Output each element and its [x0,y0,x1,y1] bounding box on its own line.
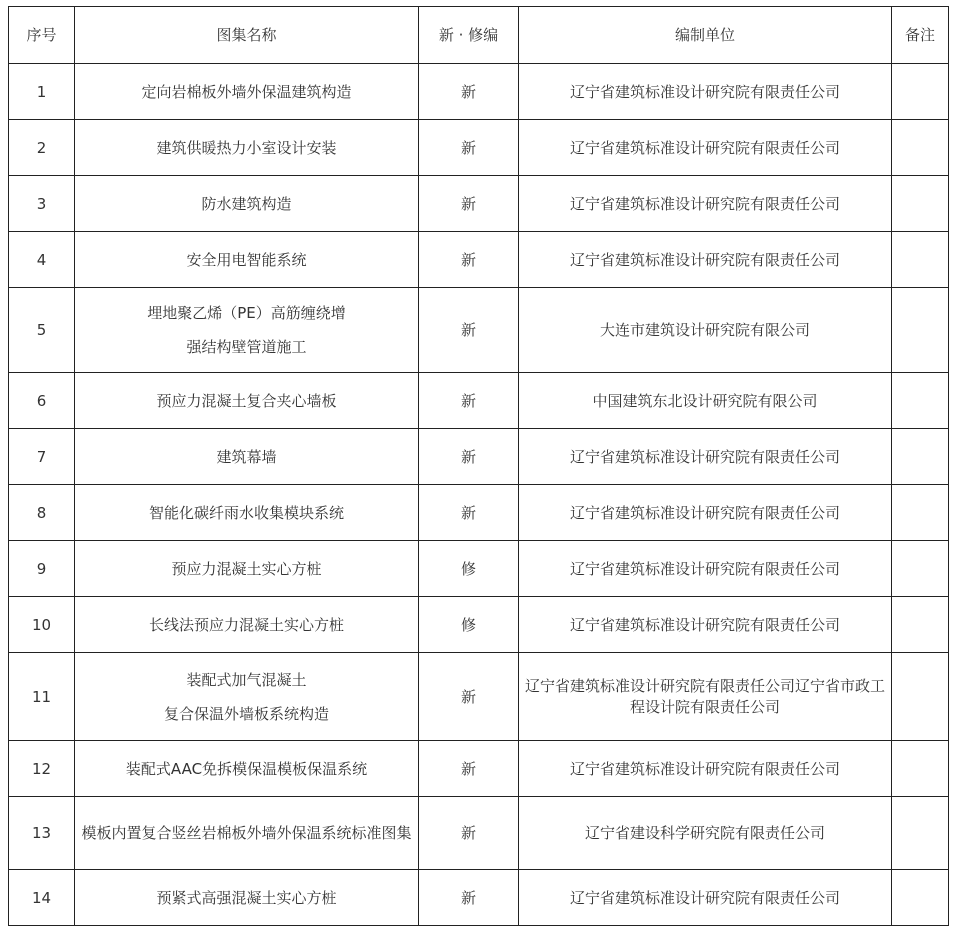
row-unit: 辽宁省建筑标准设计研究院有限责任公司 [519,176,892,232]
row-type: 修 [419,597,519,653]
row-no: 12 [9,741,75,797]
row-name: 建筑幕墙 [75,429,419,485]
row-unit: 辽宁省建筑标准设计研究院有限责任公司 [519,232,892,288]
row-type: 修 [419,541,519,597]
table-row [9,429,949,485]
row-name: 安全用电智能系统 [75,232,419,288]
header-row [9,7,949,64]
row-name: 预紧式高强混凝土实心方桩 [75,870,419,926]
row-name-line-2: 复合保温外墙板系统构造 [163,704,329,723]
row-unit: 中国建筑东北设计研究院有限公司 [519,373,892,429]
row-name: 定向岩棉板外墙外保温建筑构造 [75,64,419,120]
header-name: 图集名称 [75,7,419,64]
row-remark [892,232,949,288]
row-name: 建筑供暖热力小室设计安装 [75,120,419,176]
table-row [9,653,949,741]
row-unit: 辽宁省建筑标准设计研究院有限责任公司辽宁省市政工程设计院有限责任公司 [519,653,892,741]
row-name [75,653,419,741]
table-row [9,64,949,120]
row-remark [892,288,949,373]
row-remark [892,64,949,120]
row-type: 新 [419,485,519,541]
row-type: 新 [419,373,519,429]
row-remark [892,597,949,653]
row-no: 14 [9,870,75,926]
table-row [9,797,949,870]
row-no: 8 [9,485,75,541]
row-no: 13 [9,797,75,870]
table-row [9,288,949,373]
row-no: 3 [9,176,75,232]
row-name-line-2: 强结构壁管道施工 [186,338,307,356]
row-type: 新 [419,64,519,120]
row-name-line-1: 装配式加气混凝土 [186,670,307,689]
row-unit: 辽宁省建筑标准设计研究院有限责任公司 [519,597,892,653]
row-no: 11 [9,653,75,741]
row-unit: 辽宁省建筑标准设计研究院有限责任公司 [519,741,892,797]
header-unit: 编制单位 [519,7,892,64]
row-unit: 辽宁省建筑标准设计研究院有限责任公司 [519,64,892,120]
header-no: 序号 [9,7,75,64]
row-remark [892,541,949,597]
row-name [75,288,419,373]
row-name: 预应力混凝土复合夹心墙板 [75,373,419,429]
row-name: 防水建筑构造 [75,176,419,232]
row-type: 新 [419,741,519,797]
table-row [9,373,949,429]
table-row [9,232,949,288]
row-unit: 辽宁省建筑标准设计研究院有限责任公司 [519,485,892,541]
row-unit: 大连市建筑设计研究院有限公司 [519,288,892,373]
standard-atlas-table [8,6,949,926]
row-name: 预应力混凝土实心方桩 [75,541,419,597]
row-remark [892,373,949,429]
row-remark [892,429,949,485]
row-type: 新 [419,797,519,870]
row-no: 6 [9,373,75,429]
row-remark [892,485,949,541]
row-no: 4 [9,232,75,288]
row-unit: 辽宁省建筑标准设计研究院有限责任公司 [519,541,892,597]
header-type: 新 · 修编 [419,7,519,64]
row-no: 2 [9,120,75,176]
table-row [9,541,949,597]
row-type: 新 [419,870,519,926]
row-name: 长线法预应力混凝土实心方桩 [75,597,419,653]
row-name: 模板内置复合竖丝岩棉板外墙外保温系统标准图集 [75,797,419,870]
row-remark [892,797,949,870]
row-remark [892,870,949,926]
row-remark [892,741,949,797]
row-name-line-1: 埋地聚乙烯（PE）高筋缠绕增 [147,304,346,322]
row-type: 新 [419,429,519,485]
row-remark [892,176,949,232]
row-unit: 辽宁省建筑标准设计研究院有限责任公司 [519,429,892,485]
row-unit: 辽宁省建筑标准设计研究院有限责任公司 [519,120,892,176]
row-name: 智能化碳纤雨水收集模块系统 [75,485,419,541]
row-type: 新 [419,653,519,741]
table-row [9,485,949,541]
row-remark [892,120,949,176]
table-row [9,597,949,653]
row-name: 装配式AAC免拆模保温模板保温系统 [75,741,419,797]
row-no: 9 [9,541,75,597]
row-type: 新 [419,288,519,373]
row-type: 新 [419,120,519,176]
row-type: 新 [419,176,519,232]
table-row [9,120,949,176]
table-row [9,176,949,232]
row-unit: 辽宁省建设科学研究院有限责任公司 [519,797,892,870]
row-remark [892,653,949,741]
row-no: 5 [9,288,75,373]
row-type: 新 [419,232,519,288]
row-no: 10 [9,597,75,653]
row-no: 1 [9,64,75,120]
row-no: 7 [9,429,75,485]
table-row [9,741,949,797]
header-remark: 备注 [892,7,949,64]
row-unit: 辽宁省建筑标准设计研究院有限责任公司 [519,870,892,926]
table-row [9,870,949,926]
